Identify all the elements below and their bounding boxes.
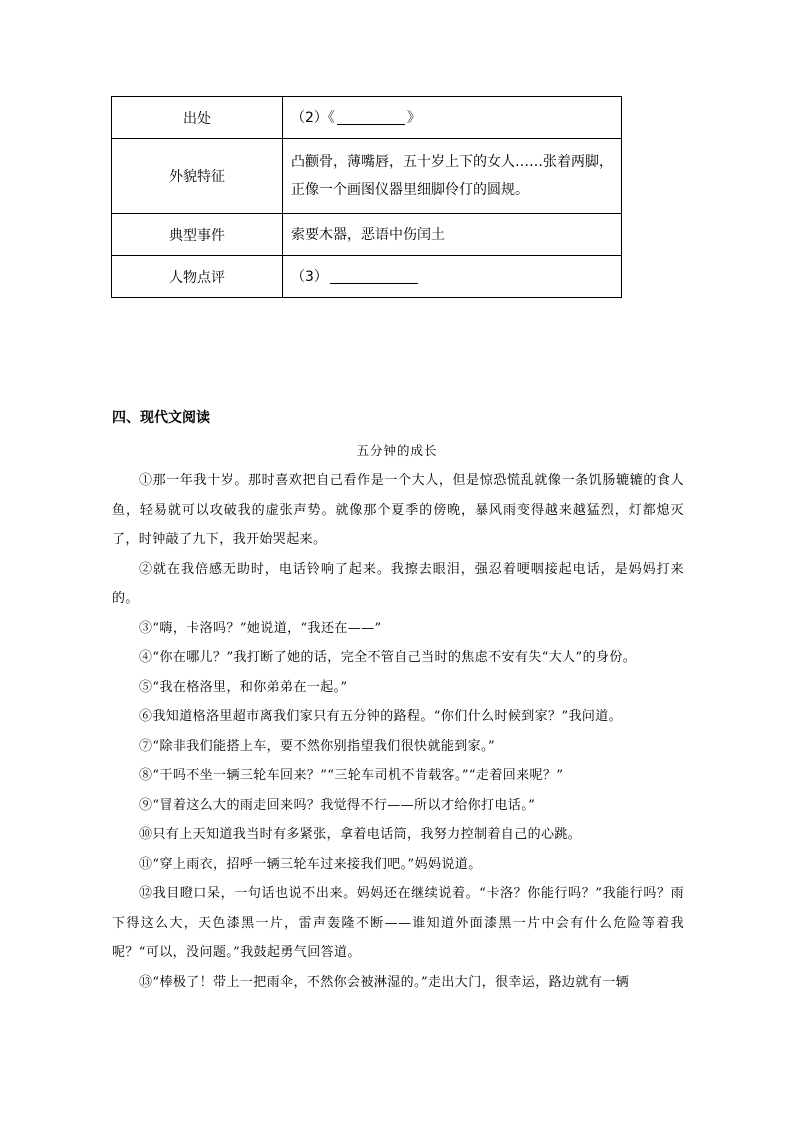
table-row: [112, 139, 622, 214]
answer-blank[interactable]: [337, 108, 405, 125]
section-heading: 四、现代文阅读: [112, 410, 210, 426]
row-value: [283, 256, 622, 298]
story-title: 五分钟的成长: [356, 443, 438, 458]
paragraph: ④“你在哪儿？”我打断了她的话，完全不管自己当时的焦虑不安有失“大人”的身份。: [139, 650, 637, 665]
paragraph: ⑬“棒极了！带上一把雨伞，不然你会被淋湿的。”走出大门，很幸运，路边就有一辆: [139, 974, 629, 990]
paragraph: ③“嗨，卡洛吗？”她说道，“我还在——”: [139, 620, 382, 636]
table-row: [112, 256, 622, 298]
paragraph: ⑦“除非我们能搭上车，要不然你别指望我们很快就能到家。”: [139, 738, 495, 754]
row-label: 出处: [112, 97, 283, 139]
value-suffix: 》: [406, 109, 421, 126]
row-label: 人物点评: [112, 256, 283, 298]
character-info-table: [111, 96, 622, 298]
answer-blank[interactable]: [330, 267, 418, 284]
value-prefix: （3）: [291, 268, 328, 285]
paragraph: ⑩只有上天知道我当时有多紧张，拿着电话筒，我努力控制着自己的心跳。: [139, 827, 582, 842]
paragraph: ②就在我倍感无助时，电话铃响了起来。我擦去眼泪，强忍着哽咽接起电话，是妈妈打来的。: [112, 561, 684, 606]
paragraph: ⑫我目瞪口呆，一句话也说不出来。妈妈还在继续说着。“卡洛？你能行吗？”我能行吗？雨下得这么大，天色漆黑一片，雷声轰隆不断——谁知道外面漆黑一片中会有什么危险等着我呢？“可以，没问题。”我鼓起勇气回答道。: [112, 886, 684, 960]
paragraph: ⑤“我在格洛里，和你弟弟在一起。”: [139, 679, 348, 695]
paragraph: ⑥我知道格洛里超市离我们家只有五分钟的路程。“你们什么时候到家？”我问道。: [139, 709, 623, 724]
row-label: 外貌特征: [112, 139, 283, 214]
paragraph: ⑪“穿上雨衣，招呼一辆三轮车过来接我们吧。”妈妈说道。: [139, 856, 482, 872]
table-row: [112, 214, 622, 256]
row-value: 凸颧骨，薄嘴唇，五十岁上下的女人……张着两脚，正像一个画图仪器里细脚伶仃的圆规。: [283, 139, 622, 214]
paragraph: ⑧“干吗不坐一辆三轮车回来？”“三轮车司机不肯载客。”“走着回来呢？”: [139, 768, 564, 783]
paragraph: ⑨“冒着这么大的雨走回来吗？我觉得不行——所以才给你打电话。”: [139, 797, 536, 813]
value-prefix: （2）《: [291, 109, 335, 126]
row-label: 典型事件: [112, 214, 283, 256]
paragraph: ①那一年我十岁。那时喜欢把自己看作是一个大人，但是惊恐慌乱就像一条饥肠辘辘的食人鱼，轻易就可以攻破我的虚张声势。就像那个夏季的傍晚，暴风雨变得越来越猛烈，灯都熄灭了，时钟敲了九下，我开始哭起来。: [112, 473, 684, 547]
story-body: [112, 466, 684, 997]
row-value: 索要木器，恶语中伤闰土: [283, 214, 622, 256]
table-row: [112, 97, 622, 139]
row-value: [283, 97, 622, 139]
